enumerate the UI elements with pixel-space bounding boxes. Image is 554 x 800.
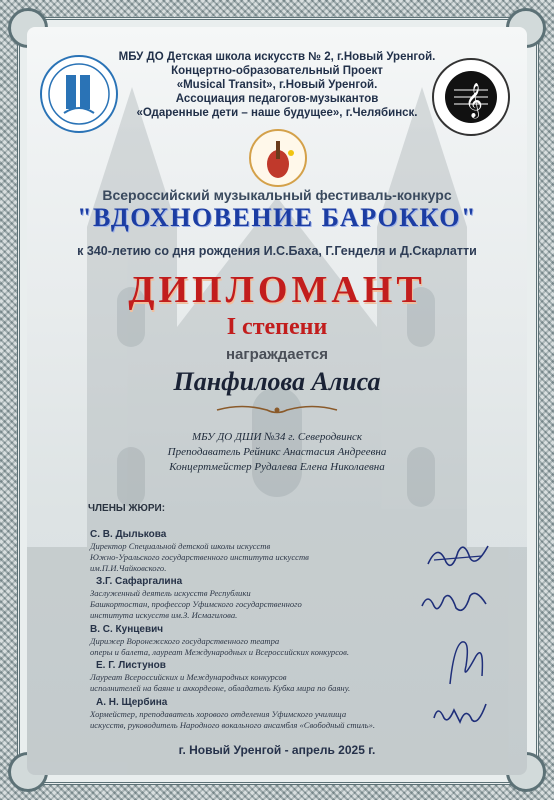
diploma-heading: ДИПЛОМАНТ [128,269,426,311]
divider-ornament [212,403,342,417]
jury-name: В. С. Кунцевич [90,624,164,635]
organizer-line: Концертно-образовательный Проект [171,65,383,77]
jury-desc: Дирижер Воронежского государственного театра оперы и балета, лауреат Международных и Всероссийских конкурсов. [90,636,349,657]
association-logo [249,129,307,187]
svg-text:𝄞: 𝄞 [465,83,483,118]
teacher-line: Преподаватель Рейникс Анастасия Андреевна [167,446,387,458]
footer-place-date: г. Новый Уренгой - апрель 2025 г. [178,743,376,757]
jury-name: С. В. Дылькова [90,529,167,540]
jury-name: З.Г. Сафаргалина [96,576,183,587]
laureate-name: Панфилова Алиса [173,367,381,396]
jury-name: А. Н. Щербина [96,697,168,708]
organizer-line: Ассоциация педагогов-музыкантов [175,93,379,105]
signature-3 [440,636,490,688]
organizer-line: «Musical Transit», г.Новый Уренгой. [176,79,378,91]
signature-1 [424,538,492,574]
jury-desc: Заслуженный деятель искусств Республики Башкортостан, профессор Уфимского государственного института искусств им.З. Исмагилова. [90,588,302,620]
festival-title: "ВДОХНОВЕНИЕ БАРОККО" [77,203,477,232]
organizer-line: «Одаренные дети – наше будущее», г.Челябинск. [136,107,418,119]
signature-2 [418,586,490,620]
awarded-label: награждается [225,346,329,363]
jury-heading: ЧЛЕНЫ ЖЮРИ: [88,503,166,514]
accompanist-line: Концертмейстер Рудалева Елена Николаевна [169,461,385,473]
organizer-line: МБУ ДО Детская школа искусств № 2, г.Новый Уренгой. [118,51,436,63]
signature-4 [430,698,490,728]
jury-desc: Лауреат Всероссийских и Международных конкурсов исполнителей на баяне и аккордеоне, обладатель Кубка мира по баяну. [90,672,351,693]
school-line: МБУ ДО ДШИ №34 г. Северодвинск [191,431,363,443]
festival-subtitle: Всероссийский музыкальный фестиваль-конкурс [102,187,452,203]
degree-label: I степени [226,314,328,340]
jury-desc: Хормейстер, преподаватель хорового отделения Уфимского училища искусств, руководитель Народного вокального ансамбля «Свободный стиль». [90,709,376,730]
jury-desc: Директор Специальной детской школы искусств Южно-Уральского государственного института искусств им.П.И.Чайковского. [90,541,309,573]
anniversary-line: к 340-летию со дня рождения И.С.Баха, Г.Генделя и Д.Скарлатти [77,244,477,258]
jury-name: Е. Г. Листунов [96,660,166,671]
